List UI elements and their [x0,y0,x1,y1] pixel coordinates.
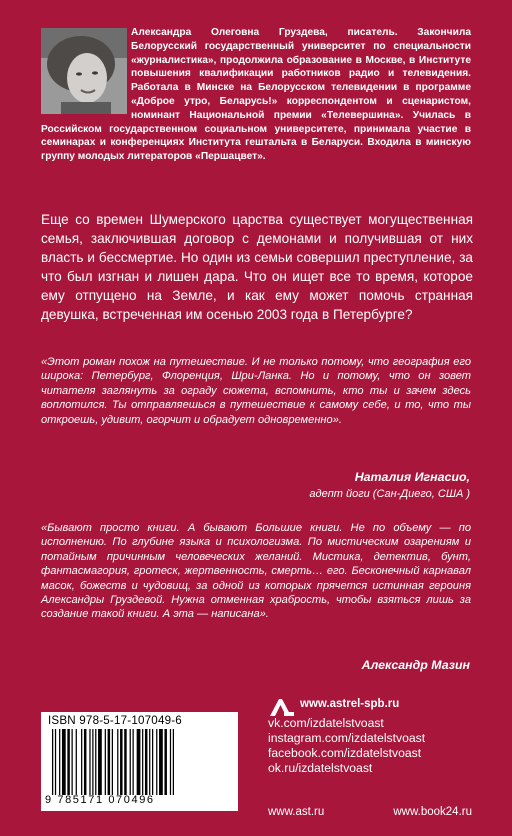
barcode-label [41,712,238,811]
isbn-number: ISBN 978-5-17-107049-6 [48,714,182,727]
photo-spacer [41,26,131,114]
book-blurb: Еще со времен Шумерского царства существует могущественная семья, заключившая договор с демонами и получившая от них власть и бессмертие. Но один из семьи совершил преступление, за что был изгнан и лишен дара. Что он ищет все то время, которое ему отпущено на Земле, и как ему может помочь странная девушка, встреченная им осенью 2003 года в Петербурге? [41,212,473,322]
review-author-2: Александр Мазин [361,658,470,672]
social-link-facebook[interactable]: facebook.com/izdatelstvoast [268,746,422,760]
social-link-vk[interactable]: vk.com/izdatelstvoast [268,716,384,730]
site-link-book24[interactable]: www.book24.ru [393,806,472,818]
publisher-website[interactable]: www.astrel-spb.ru [300,698,400,710]
site-link-ast[interactable]: www.ast.ru [268,806,325,818]
barcode-digits: 9 785171 070496 [45,794,155,806]
ast-logo-icon [268,698,294,717]
author-bio-text: Александра Олеговна Груздева, писатель. Закончила Белорусский государственный университет по специальности «журналистика», продолжила образование в Москве, в Институте повышения квалификации работников радио и телевидения. Работала в Минске на Белорусском телевидении в программе «Доброе утро, Беларусь!» корреспондентом и сценаристом, номинант Национальной премии «Телевершина». Училась в Российском государственном социальном университете, принимала участие в семинарах и конференциях Института гештальта в Беларуси. Входила в минскую группу молодых литераторов «Першацвет». [41,27,471,163]
review-author-role-1: адепт йоги (Сан-Диего, США ) [309,488,470,500]
social-link-instagram[interactable]: instagram.com/izdatelstvoast [268,731,426,745]
store-links [268,806,472,818]
social-links [268,716,425,776]
barcode-icon [48,729,231,795]
review-quote-1: «Этот роман похож на путешествие. И не только потому, что география его широка: Петербург, Флоренция, Шри-Ланка. Но и потому, что он зовет читателя заглянуть за ограду сюжета, вспомнить, кто ты и зачем здесь воплотился. Ты отправляешься в путешествие к самому себе, и то, что ты откроешь, удивит, огорчит и обрадует одновременно». [41,356,471,426]
review-author-1: Наталия Игнасио, [354,470,470,484]
social-link-ok[interactable]: ok.ru/izdatelstvoast [268,761,373,775]
review-quote-2: «Бывают просто книги. А бывают Большие книги. Не по объему — по исполнению. По глубине языка и психологизма. По мистическим озарениям и потайным причинным человеческих желаний. Мистика, детектив, бунт, фантасмагория, гротеск, жертвенность, смерть… его. Бесконечный карнавал масок, божеств и чудовищ, за одной из которых прячется истинная героиня Александры Груздевой. Нужна отменная храбрость, чтобы взяться лишь за создание такой книги. А эта — написана». [41,522,471,621]
author-bio [41,26,471,164]
